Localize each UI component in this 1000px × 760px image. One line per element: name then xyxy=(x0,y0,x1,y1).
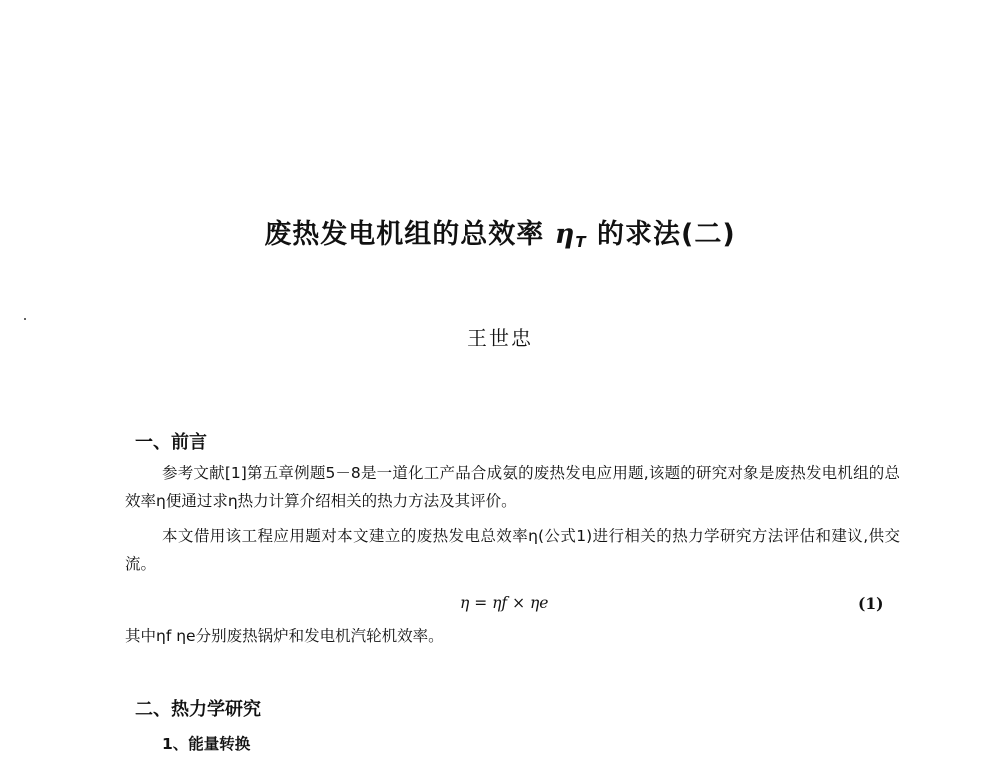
author-name: 王世忠 xyxy=(467,326,533,350)
title-subscript: T xyxy=(575,233,587,251)
formula-explanation: 其中ηf ηe分别废热锅炉和发电机汽轮机效率。 xyxy=(125,627,444,645)
subsection-heading-energy: 1、能量转换 xyxy=(162,735,251,753)
section-heading-thermo: 二、热力学研究 xyxy=(135,699,261,720)
title-suffix: 的求法(二) xyxy=(597,219,736,250)
paragraph-2: 本文借用该工程应用题对本文建立的废热发电总效率η(公式1)进行相关的热力学研究方法评估和建议,供交流。 xyxy=(125,527,900,573)
paragraph-1: 参考文献[1]第五章例题5－8是一道化工产品合成氨的废热发电应用题,该题的研究对象是废热发电机组的总效率η便通过求η热力计算介绍相关的热力方法及其评价。 xyxy=(125,464,900,510)
section-heading-preface: 一、前言 xyxy=(135,432,207,453)
scan-speck xyxy=(24,318,26,320)
equation-number: (1) xyxy=(858,594,884,613)
title-symbol: η xyxy=(554,219,576,250)
equation-1: η = ηf × ηe xyxy=(460,594,549,612)
paper-title xyxy=(0,212,1000,251)
title-prefix: 废热发电机组的总效率 xyxy=(264,219,545,250)
